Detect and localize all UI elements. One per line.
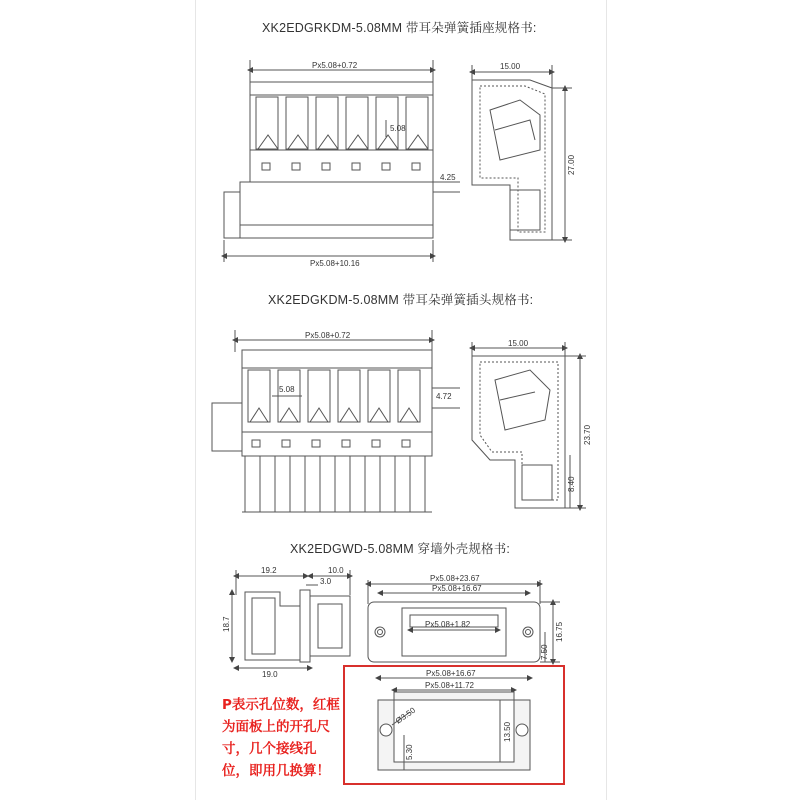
s2-step: 4.72 xyxy=(436,392,452,401)
s2-side-height: 23.70 xyxy=(583,424,592,445)
panel-cutout-highlight-box xyxy=(343,665,565,785)
housing-side-view xyxy=(232,570,350,668)
s3-height-7-50: 7.50 xyxy=(540,644,549,660)
cutout-width: Px5.08+11.72 xyxy=(425,681,475,690)
s3-d10-0: 10.0 xyxy=(328,566,344,575)
s3-d3-0: 3.0 xyxy=(320,577,332,586)
s1-top-width: Px5.08+0.72 xyxy=(312,61,358,70)
cutout-note: P表示孔位数，红框为面板上的开孔尺寸，几个接线孔位，即用几换算！ xyxy=(222,697,340,779)
s2-side-lower: 8.40 xyxy=(567,476,576,492)
s2-top-width: Px5.08+0.72 xyxy=(305,331,351,340)
s3-d18-7: 18.7 xyxy=(222,616,231,632)
s2-side-width: 15.00 xyxy=(508,339,529,348)
s1-side-width: 15.00 xyxy=(500,62,521,71)
cutout-offset: 5.30 xyxy=(405,744,414,760)
socket-side-view xyxy=(472,65,572,240)
s1-bottom-width: Px5.08+10.16 xyxy=(310,259,360,268)
cutout-hole-span: Px5.08+16.67 xyxy=(426,669,476,678)
cutout-height: 13.50 xyxy=(503,721,512,742)
socket-front-view xyxy=(224,60,460,262)
plug-front-view xyxy=(212,330,460,512)
section2-title: XK2EDGKDM-5.08MM 带耳朵弹簧插头规格书: xyxy=(268,293,534,307)
s3-height-16-75: 16.75 xyxy=(555,621,564,642)
section1-title: XK2EDGRKDM-5.08MM 带耳朵弹簧插座规格书: xyxy=(262,21,537,35)
s1-step: 4.25 xyxy=(440,173,456,182)
cutout-hole-diameter: Ø3.50 xyxy=(393,705,418,726)
s3-d19-0: 19.0 xyxy=(262,670,278,679)
s3-d19-2: 19.2 xyxy=(261,566,277,575)
section3-title: XK2EDGWD-5.08MM 穿墙外壳规格书: xyxy=(290,542,511,556)
s3-outer-width: Px5.08+23.67 xyxy=(430,574,480,583)
s1-pitch: 5.08 xyxy=(390,124,406,133)
s3-hole-span: Px5.08+16.67 xyxy=(432,584,482,593)
s3-inner-width: Px5.08+1.82 xyxy=(425,620,471,629)
s2-pitch: 5.08 xyxy=(279,385,295,394)
s1-side-height: 27.00 xyxy=(567,154,576,175)
